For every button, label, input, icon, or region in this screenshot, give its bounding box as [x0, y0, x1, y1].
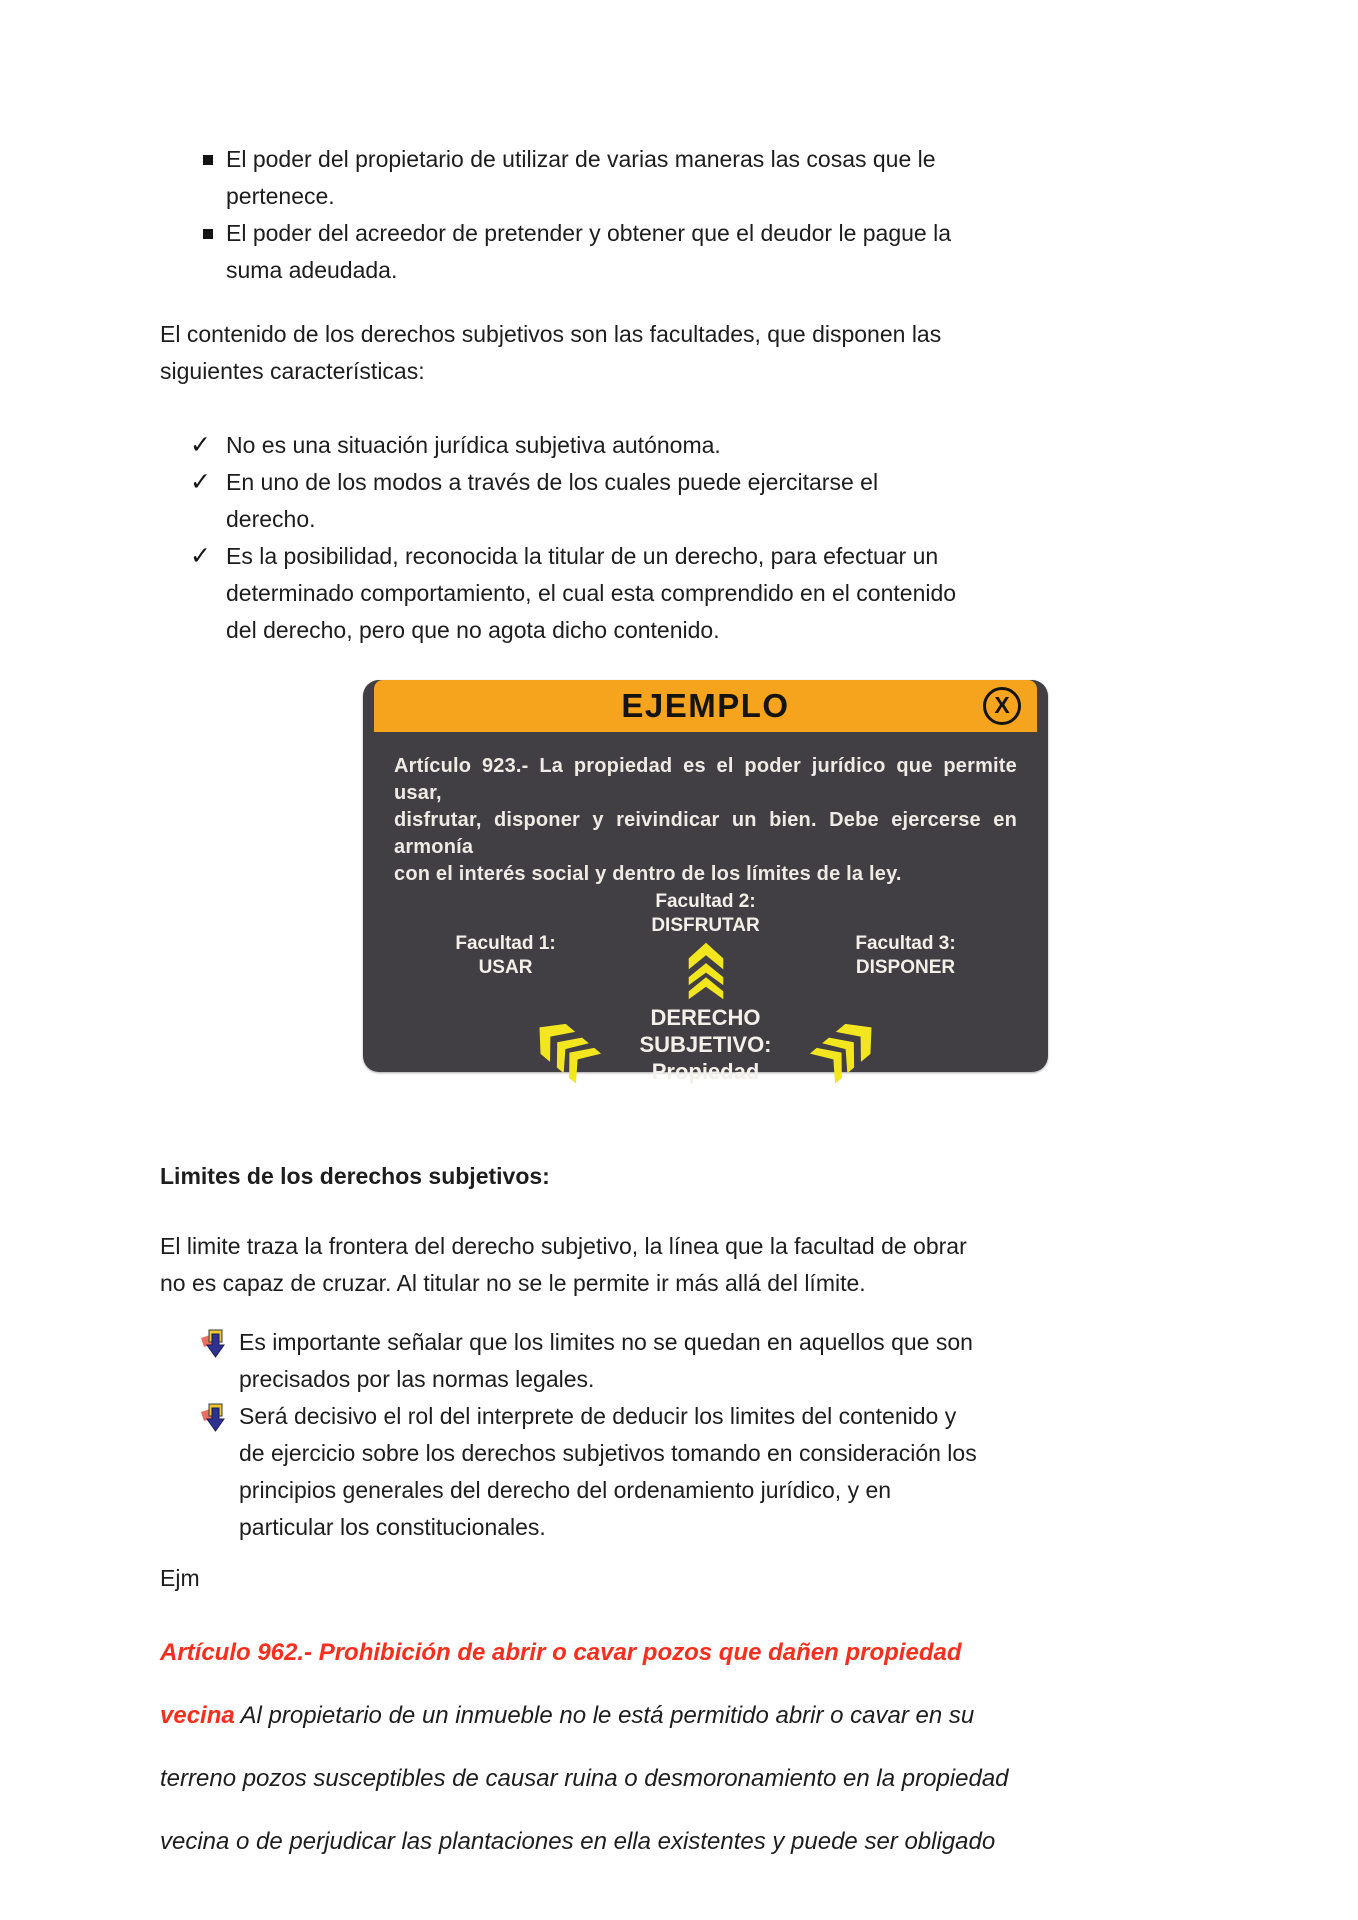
down-arrow-bullet-icon — [200, 1329, 227, 1359]
text-line: Facultad 3: — [855, 933, 956, 954]
facultad-2-label — [363, 890, 1048, 938]
limites-paragraph — [160, 1228, 1170, 1302]
text-line: Artículo 923.- La propiedad es el poder jurídico que permite usar, — [394, 755, 1017, 804]
article-body-text: vecina o de perjudicar las plantaciones en ella existentes y puede ser obligado — [160, 1828, 996, 1855]
list-item — [190, 538, 1180, 649]
chevron-up-arrow-icon — [684, 942, 728, 1000]
article-title-red: vecina — [160, 1702, 235, 1729]
intro-paragraph — [160, 316, 1160, 390]
square-bullet-icon — [203, 229, 213, 239]
square-bullet-list — [203, 141, 1183, 289]
checkmark-list — [190, 427, 1180, 649]
list-item — [203, 141, 1183, 215]
facultad-1-label — [418, 932, 593, 980]
text-line: particular los constitucionales. — [239, 1514, 546, 1540]
list-item — [190, 427, 1180, 464]
text-line: con el interés social y dentro de los límites de la ley. — [394, 863, 902, 885]
article-title-red: Artículo 962.- Prohibición de abrir o cavar pozos que dañen propiedad — [160, 1639, 962, 1666]
text-line: Es importante señalar que los limites no se quedan en aquellos que son — [239, 1329, 973, 1355]
text-line: DERECHO — [650, 1005, 761, 1030]
text-line: determinado comportamiento, el cual esta comprendido en el contenido — [226, 580, 957, 606]
down-arrow-bullet-icon — [200, 1403, 227, 1433]
text-line: DISPONER — [855, 957, 956, 978]
text-line: no es capaz de cruzar. Al titular no se le permite ir más allá del límite. — [160, 1270, 866, 1296]
derecho-subjetivo-label — [363, 1004, 1048, 1085]
text-line: El poder del propietario de utilizar de varias maneras las cosas que le — [226, 146, 936, 172]
facultad-3-label — [818, 932, 993, 980]
list-item — [190, 464, 1180, 538]
text-line: precisados por las normas legales. — [239, 1366, 595, 1392]
text-line: Facultad 1: — [455, 933, 556, 954]
ejemplo-title: EJEMPLO — [621, 687, 790, 724]
checkmark-icon: ✓ — [190, 542, 211, 570]
arrow-bullet-list — [200, 1324, 1190, 1546]
text-line: derecho. — [226, 506, 316, 532]
text-line: El limite traza la frontera del derecho subjetivo, la línea que la facultad de obrar — [160, 1233, 967, 1259]
text-line: DISFRUTAR — [651, 915, 760, 936]
article-923-text — [363, 732, 1048, 888]
section-heading: Limites de los derechos subjetivos: — [160, 1163, 550, 1189]
text-line: principios generales del derecho del ordenamiento jurídico, y en — [239, 1477, 892, 1503]
text-line: de ejercicio sobre los derechos subjetivos tomando en consideración los — [239, 1440, 977, 1466]
text-line: suma adeudada. — [226, 257, 398, 283]
article-body-text: Al propietario de un inmueble no le está permitido abrir o cavar en su — [234, 1702, 975, 1729]
text-line: USAR — [478, 957, 533, 978]
articulo-962-paragraph — [160, 1621, 1190, 1873]
ejemplo-example-card — [363, 680, 1048, 1084]
text-line: SUBJETIVO: — [639, 1032, 772, 1057]
faculties-diagram — [363, 888, 1048, 1100]
checkmark-icon: ✓ — [190, 468, 211, 496]
list-item — [203, 215, 1183, 289]
text-line: El contenido de los derechos subjetivos son las facultades, que disponen las — [160, 321, 942, 347]
article-body-text: terreno pozos susceptibles de causar ruina o desmoronamiento en la propiedad — [160, 1765, 1009, 1792]
close-icon[interactable]: X — [983, 687, 1021, 725]
square-bullet-icon — [203, 155, 213, 165]
text-line: En uno de los modos a través de los cuales puede ejercitarse el — [226, 469, 879, 495]
text-line: Propiedad — [651, 1059, 760, 1084]
text-line: No es una situación jurídica subjetiva autónoma. — [226, 432, 721, 458]
text-line: pertenece. — [226, 183, 335, 209]
text-line: Facultad 2: — [655, 891, 756, 912]
list-item — [200, 1398, 1190, 1546]
list-item — [200, 1324, 1190, 1398]
checkmark-icon: ✓ — [190, 431, 211, 459]
text-line: El poder del acreedor de pretender y obtener que el deudor le pague la — [226, 220, 952, 246]
ejm-label: Ejm — [160, 1565, 200, 1591]
text-line: disfrutar, disponer y reivindicar un bien. Debe ejercerse en armonía — [394, 809, 1017, 858]
text-line: Será decisivo el rol del interprete de deducir los limites del contenido y — [239, 1403, 957, 1429]
text-line: Es la posibilidad, reconocida la titular de un derecho, para efectuar un — [226, 543, 939, 569]
text-line: del derecho, pero que no agota dicho contenido. — [226, 617, 720, 643]
ejemplo-header — [374, 680, 1037, 732]
text-line: siguientes características: — [160, 358, 425, 384]
